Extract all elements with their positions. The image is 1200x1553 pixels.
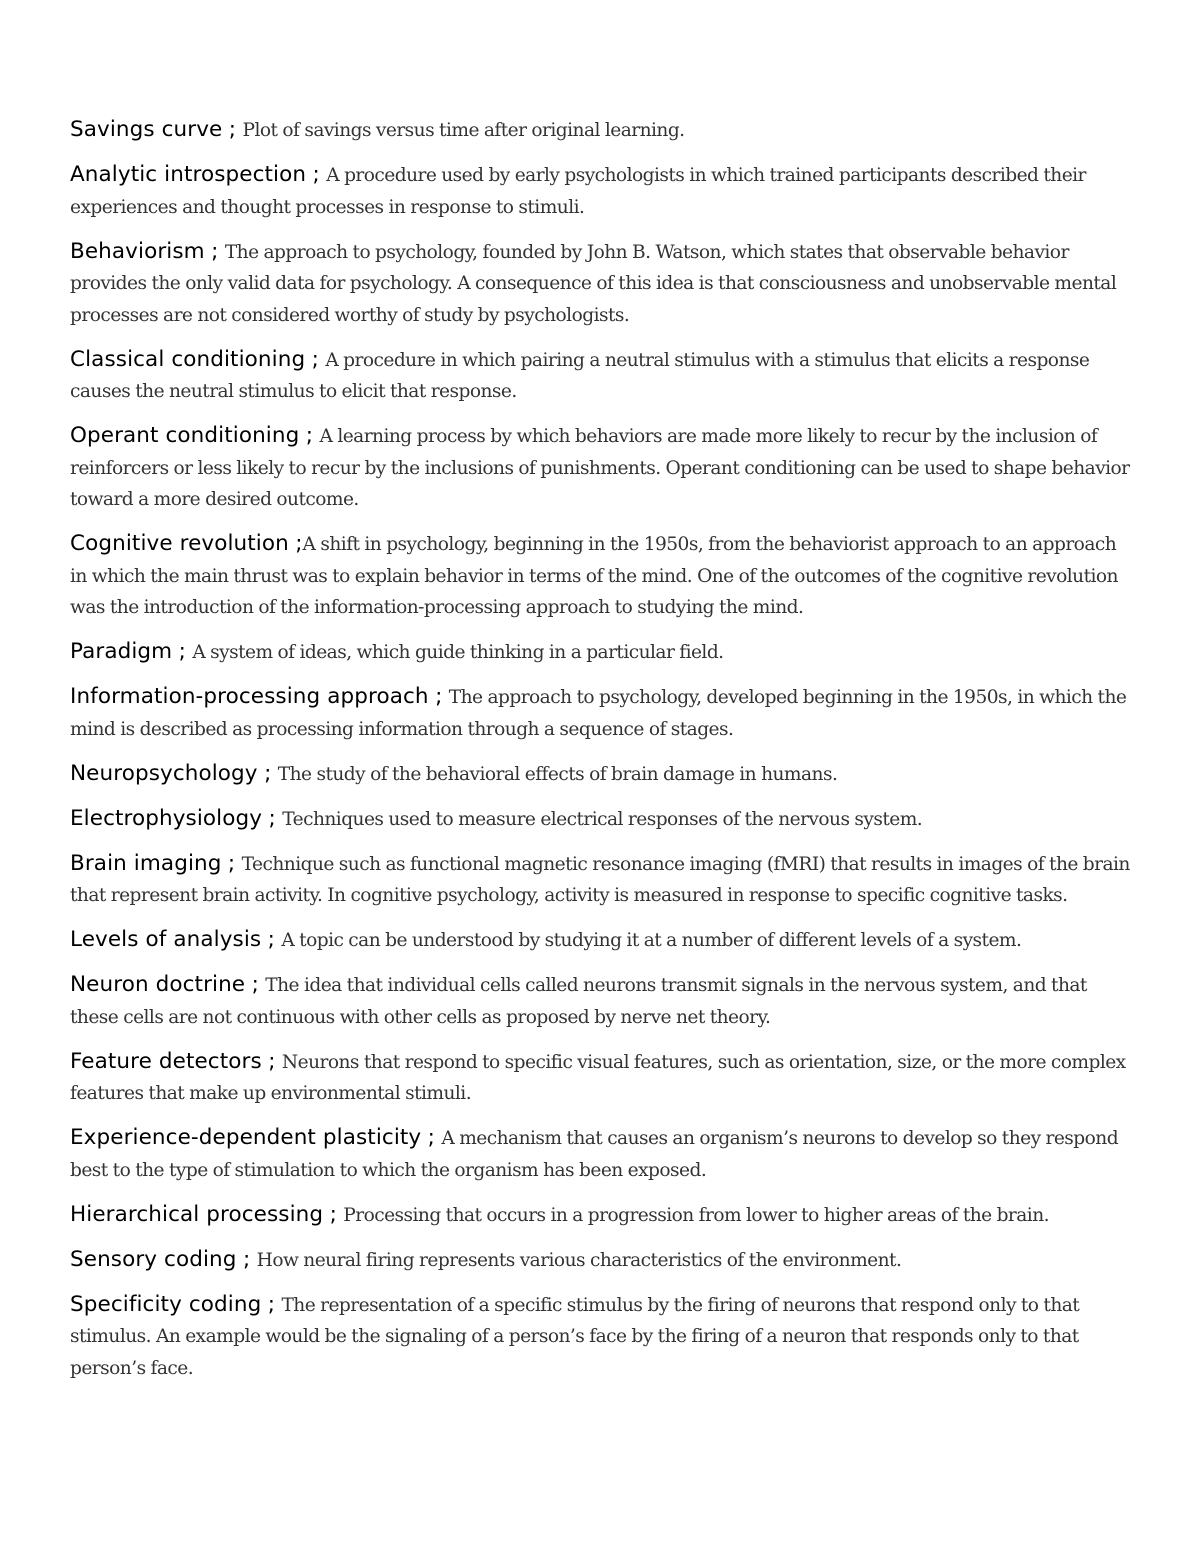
term: Cognitive revolution <box>70 531 289 556</box>
separator: ; <box>261 927 282 952</box>
term: Analytic introspection <box>70 162 307 187</box>
glossary-entry-classical-conditioning <box>70 344 1130 408</box>
definition: A mechanism that causes an organism’s neurons to develop so they respond best to the type of stimulation to which the organism has been exposed. <box>70 1128 1119 1181</box>
glossary-entry-paradigm <box>70 636 1130 669</box>
definition: A learning process by which behaviors are made more likely to recur by the inclusion of reinforcers or less likely to recur by the inclusions of punishments. Operant conditioning can be used to shape behavior toward a more desired outcome. <box>70 426 1130 510</box>
separator: ; <box>245 972 266 997</box>
glossary-entry-cognitive-revolution <box>70 528 1130 624</box>
glossary-entry-hierarchical-processing <box>70 1199 1130 1232</box>
glossary-entry-behaviorism <box>70 236 1130 332</box>
separator: ; <box>236 1246 257 1272</box>
glossary-entry-electrophysiology <box>70 803 1130 836</box>
separator: ; <box>305 346 326 372</box>
glossary-entry-sensory-coding <box>70 1244 1130 1277</box>
term: Specificity coding <box>70 1291 262 1317</box>
term: Levels of analysis <box>70 927 262 952</box>
glossary-entry-neuropsychology <box>70 758 1130 791</box>
term: Information-processing approach <box>70 684 429 709</box>
glossary-entry-specificity-coding <box>70 1289 1130 1385</box>
definition: The idea that individual cells called neurons transmit signals in the nervous system, and that these cells are not continuous with other cells as proposed by nerve net theory. <box>70 975 1087 1028</box>
term: Behaviorism <box>70 238 205 264</box>
separator: ; <box>221 850 242 876</box>
definition: A shift in psychology, beginning in the 1950s, from the behaviorist approach to an approach in which the main thrust was to explain behavior in terms of the mind. One of the outcomes of the cognitive revolution was the introduction of the information-processing approach to studying the mind. <box>70 534 1118 618</box>
term: Hierarchical processing <box>70 1201 324 1227</box>
definition: Techniques used to measure electrical responses of the nervous system. <box>282 808 923 830</box>
glossary-entry-savings-curve <box>70 114 1130 147</box>
glossary-entry-information-processing-approach <box>70 681 1130 745</box>
term: Sensory coding <box>70 1246 237 1272</box>
separator: ; <box>299 423 320 448</box>
term: Savings curve <box>70 117 223 142</box>
separator: ; <box>262 805 283 831</box>
term: Electrophysiology <box>70 805 263 831</box>
separator: ; <box>323 1201 344 1227</box>
term: Brain imaging <box>70 850 222 876</box>
definition: The study of the behavioral effects of brain damage in humans. <box>277 763 838 785</box>
glossary-page <box>70 114 1130 1397</box>
glossary-entry-levels-of-analysis <box>70 924 1130 957</box>
definition: Plot of savings versus time after original learning. <box>242 120 685 141</box>
separator: ; <box>172 639 193 664</box>
glossary-entry-feature-detectors <box>70 1046 1130 1110</box>
definition: Processing that occurs in a progression from lower to higher areas of the brain. <box>343 1204 1049 1226</box>
separator: ; <box>261 1291 282 1317</box>
definition: A system of ideas, which guide thinking in a particular field. <box>192 642 724 663</box>
term: Neuron doctrine <box>70 972 246 997</box>
term: Neuropsychology <box>70 760 258 786</box>
definition: Neurons that respond to specific visual features, such as orientation, size, or the more complex features that make up environmental stimuli. <box>70 1051 1126 1104</box>
term: Feature detectors <box>70 1048 262 1074</box>
glossary-entry-experience-dependent-plasticity <box>70 1122 1130 1186</box>
term: Paradigm <box>70 639 173 664</box>
separator: ; <box>421 1125 442 1150</box>
term: Operant conditioning <box>70 423 300 448</box>
definition: A procedure in which pairing a neutral stimulus with a stimulus that elicits a response causes the neutral stimulus to elicit that response. <box>70 349 1090 402</box>
separator: ; <box>257 760 278 786</box>
glossary-entry-neuron-doctrine <box>70 969 1130 1033</box>
separator: ; <box>222 117 243 142</box>
definition: The representation of a specific stimulus by the firing of neurons that respond only to that stimulus. An example would be the signaling of a person’s face by the firing of a neuron that responds only to that person’s face. <box>70 1294 1080 1379</box>
separator: ; <box>261 1048 282 1074</box>
glossary-entry-brain-imaging <box>70 848 1130 912</box>
definition: A procedure used by early psychologists in which trained participants described their experiences and thought processes in response to stimuli. <box>70 165 1086 218</box>
separator: ; <box>204 238 225 264</box>
definition: The approach to psychology, developed beginning in the 1950s, in which the mind is described as processing information through a sequence of stages. <box>70 687 1127 740</box>
definition: The approach to psychology, founded by John B. Watson, which states that observable behavior provides the only valid data for psychology. A consequence of this idea is that consciousness and unobservable mental processes are not considered worthy of study by psychologists. <box>70 241 1117 326</box>
definition: Technique such as functional magnetic resonance imaging (fMRI) that results in images of the brain that represent brain activity. In cognitive psychology, activity is measured in response to specific cognitive tasks. <box>70 853 1130 906</box>
separator: ; <box>428 684 449 709</box>
glossary-entry-operant-conditioning <box>70 420 1130 516</box>
separator: ; <box>306 162 327 187</box>
definition: A topic can be understood by studying it at a number of different levels of a system. <box>281 930 1022 951</box>
glossary-entry-analytic-introspection <box>70 159 1130 223</box>
definition: How neural firing represents various characteristics of the environment. <box>256 1249 902 1271</box>
term: Classical conditioning <box>70 346 306 372</box>
separator: ; <box>288 531 303 556</box>
term: Experience-dependent plasticity <box>70 1125 422 1150</box>
